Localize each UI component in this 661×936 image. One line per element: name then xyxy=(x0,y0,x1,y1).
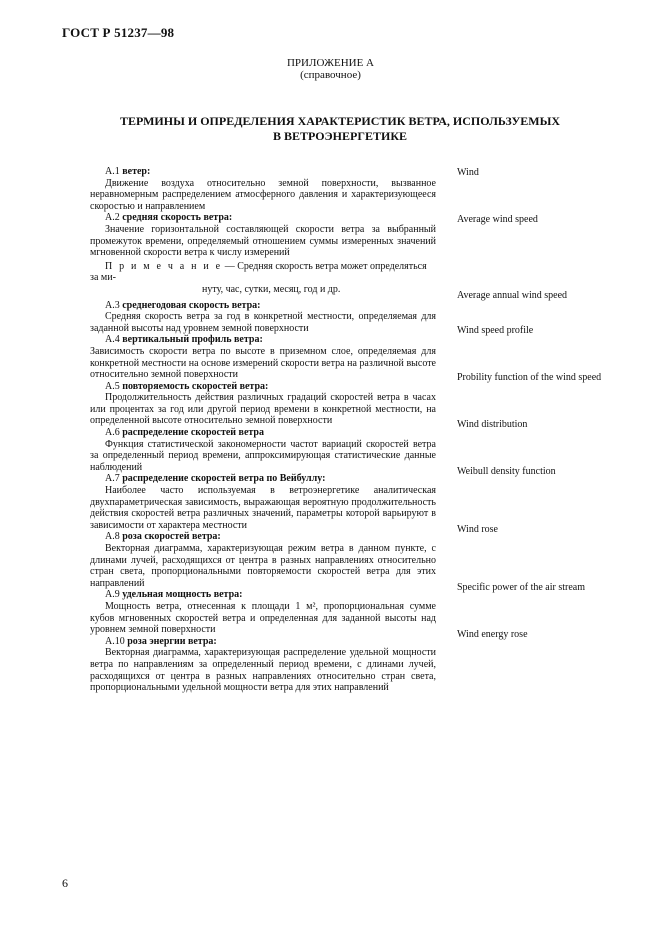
term-a9 xyxy=(90,589,436,635)
term-a6 xyxy=(90,427,436,473)
term-a7 xyxy=(90,473,436,531)
term-number: А.8 xyxy=(105,531,120,543)
term-heading xyxy=(90,589,436,601)
term-a5 xyxy=(90,381,436,427)
term-heading xyxy=(90,300,436,312)
term-a1 xyxy=(90,166,436,212)
term-name: средняя скорость ветра: xyxy=(122,212,233,224)
term-a2 xyxy=(90,212,436,295)
term-name: удельная мощность ветра: xyxy=(122,589,243,601)
term-heading xyxy=(90,381,436,393)
term-definition: Зависимость скорости ветра по высоте в приземном слое, определяемая для конкретной местности на основе измерений скорости ветра на различной высоте относительно земной поверхности xyxy=(90,345,436,381)
term-english-a1: Wind xyxy=(457,167,479,178)
term-heading xyxy=(90,212,436,224)
term-name: распределение скоростей ветра по Вейбуллу: xyxy=(122,473,326,485)
term-english-a8: Wind rose xyxy=(457,524,498,535)
term-definition: Векторная диаграмма, характеризующая распределение удельной мощности ветра по направлениям за определенный период времени, с длинами лучей, расходящихся от центра в разных направлениях относительно стран света, пропорциональными удельной мощности ветра для этих направлений xyxy=(90,647,436,694)
term-heading xyxy=(90,427,436,439)
appendix-label: ПРИЛОЖЕНИЕ А xyxy=(286,57,374,69)
term-number: А.10 xyxy=(105,635,125,647)
term-a10 xyxy=(90,636,436,694)
section-title-line-1: ТЕРМИНЫ И ОПРЕДЕЛЕНИЯ ХАРАКТЕРИСТИК ВЕТРА, ИСПОЛЬЗУЕМЫХ xyxy=(119,114,561,128)
term-number: А.3 xyxy=(105,299,120,311)
appendix-kind: (справочное) xyxy=(300,69,361,81)
term-number: А.4 xyxy=(105,334,120,346)
term-heading xyxy=(90,531,436,543)
terms-list xyxy=(90,166,436,694)
term-english-a9: Specific power of the air stream xyxy=(457,582,586,593)
term-definition: Значение горизонтальной составляющей скорости ветра за выбранный промежуток времени, определяемый отношением суммы измеренных значений мгновенной скорости ветра к числу измерений xyxy=(90,223,436,259)
note-text: — Средняя скорость ветра может определяться за ми- xyxy=(90,260,427,284)
term-name: роза энергии ветра: xyxy=(127,635,217,647)
term-name: вертикальный профиль ветра: xyxy=(122,334,263,346)
term-definition: Наиболее часто используемая в ветроэнергетике аналитическая двухпараметрическая зависимость, выражающая вероятную продолжительность действия скоростей ветра различных значений, параметры которой варьируют в зависимости от характера местности xyxy=(90,485,436,531)
term-definition: Средняя скорость ветра за год в конкретной местности, определяемая для заданной высоты над уровнем земной поверхности xyxy=(90,311,436,334)
section-title-line-2: В ВЕТРОЭНЕРГЕТИКЕ xyxy=(272,129,408,143)
term-name: распределение скоростей ветра xyxy=(122,427,264,439)
term-number: А.9 xyxy=(105,589,120,601)
term-english-a4: Wind speed profile xyxy=(457,325,534,336)
note-label: П р и м е ч а н и е xyxy=(105,260,223,272)
term-heading xyxy=(90,473,436,485)
term-name: среднегодовая скорость ветра: xyxy=(122,299,261,311)
term-english-a3: Average annual wind speed xyxy=(457,290,568,301)
term-name: роза скоростей ветра: xyxy=(122,531,221,543)
term-english-a5: Probility function of the wind speed xyxy=(457,372,602,383)
term-a8 xyxy=(90,531,436,589)
term-name: ветер: xyxy=(122,166,151,177)
term-number: А.6 xyxy=(105,427,120,439)
term-note xyxy=(90,261,436,296)
term-a4 xyxy=(90,334,436,380)
term-number: А.5 xyxy=(105,380,120,392)
term-number: А.1 xyxy=(105,166,120,177)
document-code: ГОСТ Р 51237—98 xyxy=(62,25,175,40)
appendix-heading xyxy=(0,57,661,81)
section-title xyxy=(90,114,590,144)
term-heading xyxy=(90,636,436,648)
term-english-a2: Average wind speed xyxy=(457,214,538,225)
term-name: повторяемость скоростей ветра: xyxy=(122,380,269,392)
page-number: 6 xyxy=(62,876,68,890)
term-english-a6: Wind distribution xyxy=(457,419,528,430)
term-definition: Мощность ветра, отнесенная к площади 1 м², пропорциональная сумме кубов мгновенных скоростей ветра и определенная для заданной высоты над уровнем земной поверхности xyxy=(90,600,436,636)
term-definition: Движение воздуха относительно земной поверхности, вызванное неравномерным распределением атмосферного давления и характеризующееся скоростью и направлением xyxy=(90,177,436,212)
term-heading xyxy=(90,334,436,346)
term-heading xyxy=(90,166,436,178)
term-definition: Функция статистической закономерности частот вариаций скоростей ветра за определенный период времени, аппроксимирующая статистические данные наблюдений xyxy=(90,438,436,473)
term-definition: Продолжительность действия различных градаций скоростей ветра в часах или процентах за год или другой период времени в конкретной местности, на определенной высоте относительно земной поверхности xyxy=(90,392,436,427)
term-a3 xyxy=(90,300,436,335)
term-number: А.7 xyxy=(105,473,120,485)
term-english-a10: Wind energy rose xyxy=(457,629,528,640)
term-number: А.2 xyxy=(105,212,120,224)
note-continuation: нуту, час, сутки, месяц, год и др. xyxy=(202,283,341,295)
term-definition: Векторная диаграмма, характеризующая режим ветра в данном пункте, с длинами лучей, расходящихся от центра в разных направлениях относительно стран света, пропорциональными повторяемости скоростей ветра для этих направлений xyxy=(90,543,436,589)
term-english-a7: Weibull density function xyxy=(457,466,556,477)
